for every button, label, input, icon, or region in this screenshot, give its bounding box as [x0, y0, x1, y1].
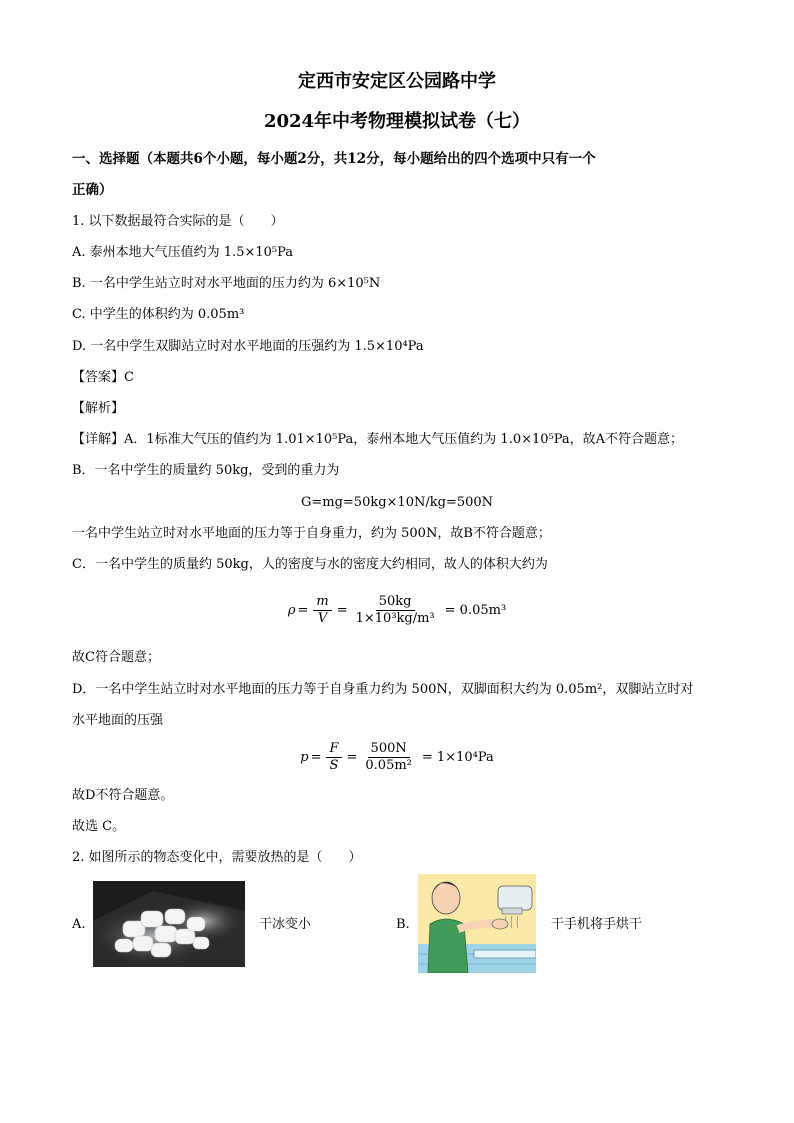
fraction-f-over-s: [326, 741, 341, 774]
detail-b1: B．一名中学生的质量约 50kg，受到的重力为: [72, 463, 340, 478]
formula-density: ρ = $\frac{m}{V}$ = $\frac{50kg}{\text{1×10³kg/m³}}$ = 0.05m³: [287, 593, 507, 626]
q2-option-b-label: B.: [396, 917, 410, 932]
q1-option-b: B. 一名中学生站立时对水平地面的压力约为 6×10⁵N: [72, 276, 381, 291]
analysis-label: 【解析】: [72, 401, 125, 416]
q1-option-d: D. 一名中学生双脚站立时对水平地面的压强约为 1.5×10⁴Pa: [72, 339, 424, 354]
formula-gravity: G=mg=50kg×10N/kg=500N: [300, 495, 494, 510]
q2-stem: 2. 如图所示的物态变化中，需要放热的是（ ）: [72, 850, 362, 865]
q2-option-a-label: A.: [72, 917, 86, 932]
fraction-numerator: m: [313, 594, 331, 611]
choose-answer: 故选 C。: [72, 819, 126, 834]
q1-option-a: A. 泰州本地大气压值约为 1.5×10⁵Pa: [72, 245, 294, 260]
fraction-numerator: 50kg: [376, 594, 415, 611]
section-heading-line2: 正确）: [72, 182, 113, 198]
fraction-values: [362, 741, 414, 774]
q1-stem: 1. 以下数据最符合实际的是（ ）: [72, 214, 284, 229]
detail-a: 【详解】A．1标准大气压的值约为 1.01×10⁵Pa，泰州本地大气压值约为 1.0×10⁵Pa，故A不符合题意；: [72, 432, 684, 447]
exam-title: 2024年中考物理模拟试卷（七）: [263, 111, 531, 132]
section-heading-line1: 一、选择题（本题共6个小题，每小题2分，共12分，每小题给出的四个选项中只有一个: [72, 151, 596, 167]
formula-pressure: p = $\frac{F}{S}$ = $\frac{500N}{\text{0.05m²}}$ = 1×10⁴Pa: [300, 740, 494, 773]
dry-ice-image: [93, 881, 245, 967]
dry-ice-photo: [93, 881, 245, 967]
fraction-m-over-v: [313, 594, 331, 627]
fraction-numerator: 500N: [368, 741, 410, 758]
detail-d1: D．一名中学生站立时对水平地面的压力等于自身重力约为 500N，双脚面积大约为 0.05m²，双脚站立时对: [72, 682, 694, 697]
detail-b2: 一名中学生站立时对水平地面的压力等于自身重力，约为 500N，故B不符合题意；: [72, 526, 551, 541]
q2-option-a-caption: 干冰变小: [259, 917, 312, 932]
detail-d3: 故D不符合题意。: [72, 788, 174, 803]
fraction-values: [353, 594, 438, 627]
q2-option-b-caption: 干手机将手烘干: [551, 917, 643, 932]
density-result: = 0.05m³: [444, 602, 507, 618]
school-title: 定西市安定区公园路中学: [298, 71, 496, 92]
q1-option-c: C. 中学生的体积约为 0.05m³: [72, 307, 245, 322]
fraction-numerator: F: [326, 741, 341, 758]
detail-c1: C．一名中学生的质量约 50kg，人的密度与水的密度大约相同，故人的体积大约为: [72, 557, 548, 572]
density-symbol: ρ: [287, 602, 296, 618]
hand-dryer-image: [418, 874, 536, 973]
detail-c2: 故C符合题意；: [72, 650, 160, 665]
fraction-denominator: 0.05m²: [365, 757, 412, 773]
fraction-denominator: S: [329, 757, 339, 773]
pressure-result: = 1×10⁴Pa: [421, 749, 494, 765]
fraction-denominator: 1×10³kg/m³: [355, 610, 435, 626]
detail-d2: 水平地面的压强: [72, 713, 164, 728]
pressure-symbol: p: [300, 749, 309, 765]
answer-label: 【答案】C: [72, 370, 134, 385]
fraction-denominator: V: [317, 610, 328, 626]
hand-dryer-illustration: [418, 874, 536, 973]
